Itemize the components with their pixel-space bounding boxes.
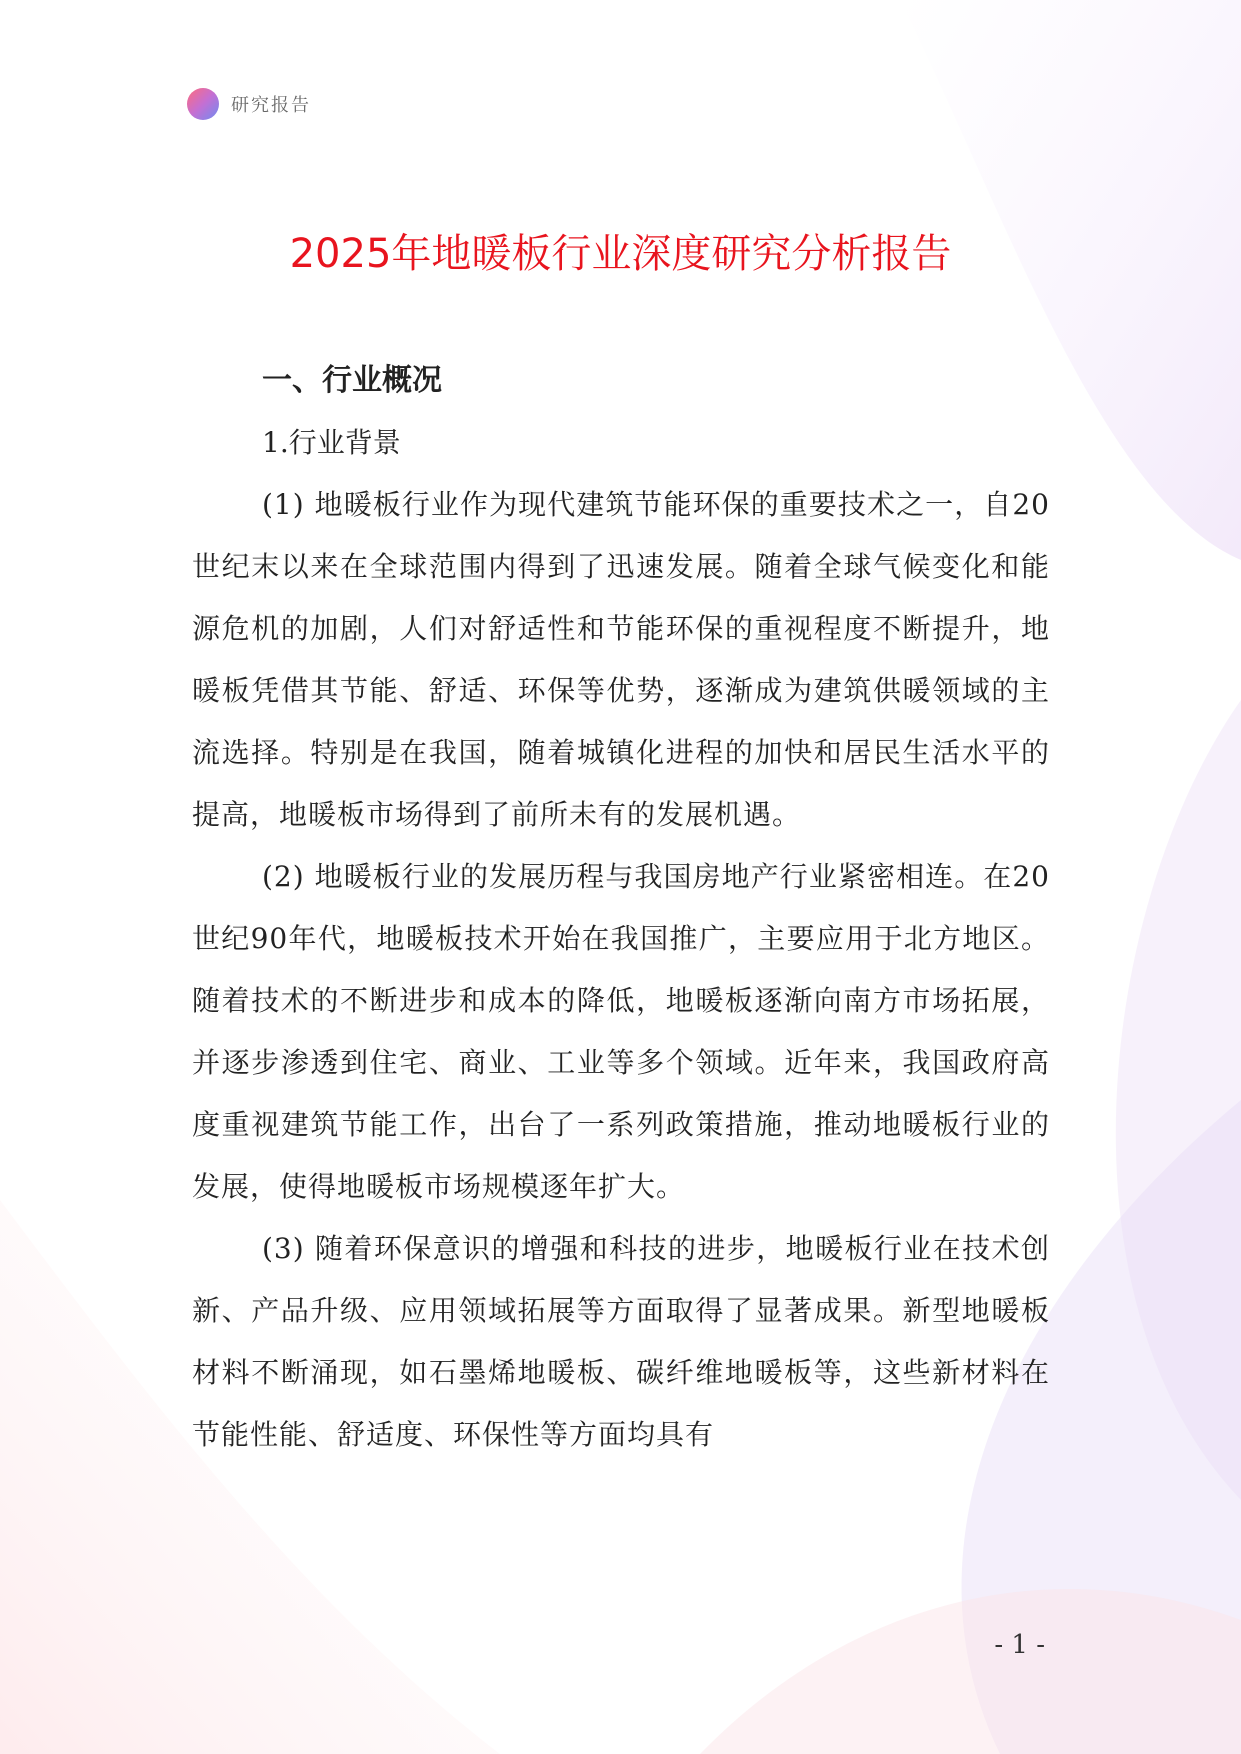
section-heading: 一、行业概况: [262, 363, 442, 398]
header-label: 研究报告: [231, 95, 311, 116]
subsection-heading: 1.行业背景: [262, 426, 401, 459]
document-body: [192, 350, 1050, 1466]
paragraph-3: (3) 随着环保意识的增强和科技的进步，地暖板行业在技术创新、产品升级、应用领域拓展等方面取得了显著成果。新型地暖板材料不断涌现，如石墨烯地暖板、碳纤维地暖板等，这些新材料在节能性能、舒适度、环保性等方面均具有: [192, 1232, 1050, 1451]
report-header: [187, 88, 311, 120]
logo-icon: [187, 88, 219, 120]
paragraph-2: (2) 地暖板行业的发展历程与我国房地产行业紧密相连。在20世纪90年代，地暖板技术开始在我国推广，主要应用于北方地区。随着技术的不断进步和成本的降低，地暖板逐渐向南方市场拓展，并逐步渗透到住宅、商业、工业等多个领域。近年来，我国政府高度重视建筑节能工作，出台了一系列政策措施，推动地暖板行业的发展，使得地暖板市场规模逐年扩大。: [192, 860, 1050, 1203]
page-number: - 1 -: [994, 1630, 1045, 1660]
paragraph-1: (1) 地暖板行业作为现代建筑节能环保的重要技术之一，自20世纪末以来在全球范围内得到了迅速发展。随着全球气候变化和能源危机的加剧，人们对舒适性和节能环保的重视程度不断提升，地暖板凭借其节能、舒适、环保等优势，逐渐成为建筑供暖领域的主流选择。特别是在我国，随着城镇化进程的加快和居民生活水平的提高，地暖板市场得到了前所未有的发展机遇。: [192, 488, 1050, 831]
document-title: 2025年地暖板行业深度研究分析报告: [289, 231, 952, 277]
